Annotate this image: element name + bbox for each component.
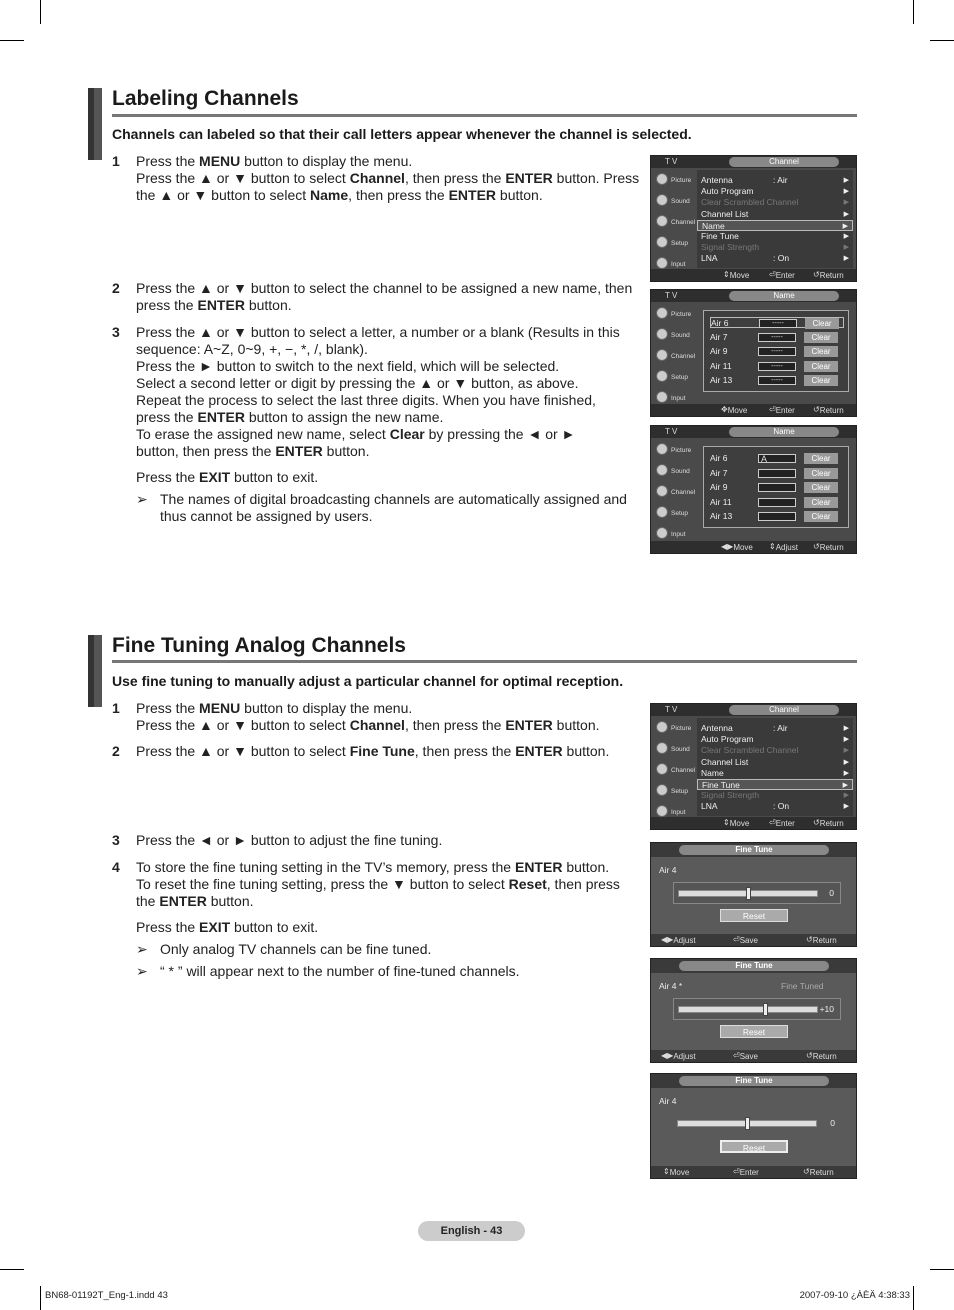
menu-row-lna: LNA : On ▶ (701, 253, 849, 264)
note: ➢ “ * ” will appear next to the number of fine-tuned channels. (136, 963, 520, 979)
osd-finetune-reset: Fine Tune Air 4 0 Reset ⇕ Move ⏎ Enter ↺ Return (650, 1073, 857, 1179)
setup-icon (656, 506, 668, 518)
move-hint: ⇕ Move (723, 270, 750, 280)
name-box: Air 6 ----- Clear Air 7 ----- Clear Air 9 ----- Clear Air 11 ----- Clear Air 13 ----- Clear (703, 310, 849, 392)
reset-button: Reset (720, 1025, 788, 1038)
input-icon (656, 805, 668, 817)
menu-row-signal-strength: Signal Strength ▶ (701, 242, 849, 253)
channel-icon (656, 349, 668, 361)
channel-icon (656, 763, 668, 775)
sound-icon (656, 194, 668, 206)
step-1: 1 Press the MENU button to display the menu. Press the ▲ or ▼ button to select Channel, then press the ENTER button. Press the ▲ or ▼ button to select Name, then press the ENTER button. (112, 153, 640, 203)
menu-row-antenna: Antenna : Air ▶ (701, 175, 849, 185)
osd-name-edit: T V Name Picture Sound Channel Setup Input Air 6 A Clear Air 7 Clear Air 9 Clear Air 11 Clear Air 13 Clear ◀▶ Move ⇕ Adjust ↺ Return (650, 425, 857, 554)
osd-channel-menu: T V Channel Picture Sound Channel Setup Input Antenna : Air ▶ Auto Program ▶ Clear Scrambled Channel ▶ Channel List ▶ Name ▶ Fine Tune ▶ Signal Strength ▶ LNA : On ▶ ⇕ Move ⏎ Enter ↺ Return (650, 155, 857, 282)
slider-knob (745, 1117, 750, 1130)
note: ➢ The names of digital broadcasting channels are automatically assigned and thus cannot be assigned by users. (136, 491, 627, 524)
section-title-finetune: Fine Tuning Analog Channels (112, 634, 406, 657)
footer-file: BN68-01192T_Eng-1.indd 43 (45, 1290, 168, 1301)
picture-icon (656, 173, 668, 185)
crop-mark (913, 0, 914, 24)
enter-hint: ⏎ Enter (769, 270, 795, 280)
section-rule (112, 114, 857, 117)
return-hint: ↺ Return (813, 542, 844, 552)
menu-row-clear-scrambled: Clear Scrambled Channel ▶ (701, 197, 849, 208)
step-1: 1 Press the MENU button to display the menu. Press the ▲ or ▼ button to select Channel, then press the ENTER button. (112, 700, 600, 733)
crop-mark (0, 40, 24, 41)
crop-mark (930, 40, 954, 41)
sound-icon (656, 328, 668, 340)
step-2: 2 Press the ▲ or ▼ button to select the channel to be assigned a new name, then press the ENTER button. (112, 280, 633, 313)
crop-mark (40, 0, 41, 24)
exit-instruction: Press the EXIT button to exit. (136, 919, 319, 935)
slider-knob (746, 887, 751, 900)
page-number: English - 43 (418, 1221, 525, 1241)
enter-hint: ⏎ Enter (769, 405, 795, 415)
picture-icon (656, 721, 668, 733)
input-icon (656, 527, 668, 539)
section-intro: Use fine tuning to manually adjust a particular channel for optimal reception. (112, 673, 624, 689)
menu-row-channel-list: Channel List ▶ (701, 208, 849, 219)
return-hint: ↺ Return (813, 270, 844, 280)
osd-name-list: T V Name Picture Sound Channel Setup Input Air 6 ----- Clear Air 7 ----- Clear Air 9 ----- Clear Air 11 ----- Clear Air 13 ----- Clear ✥ Move ⏎ Enter ↺ Return (650, 289, 857, 417)
osd-finetune-adjusted: Fine Tune Air 4 * Fine Tuned +10 Reset ◀▶ Adjust ⏎ Save ↺ Return (650, 958, 857, 1063)
section-bar (88, 635, 102, 707)
channel-icon (656, 215, 668, 227)
setup-icon (656, 236, 668, 248)
setup-icon (656, 370, 668, 382)
crop-mark (930, 1269, 954, 1270)
exit-instruction: Press the EXIT button to exit. (136, 469, 319, 485)
osd-finetune-default: Fine Tune Air 4 0 Reset ◀▶ Adjust ⏎ Save ↺ Return (650, 842, 857, 947)
reset-button: Reset (720, 1140, 788, 1153)
section-bar (88, 88, 102, 160)
crop-mark (913, 1286, 914, 1310)
section-rule (112, 660, 857, 663)
reset-button: Reset (720, 909, 788, 922)
channel-icon (656, 485, 668, 497)
move-hint: ✥ Move (721, 405, 748, 415)
move-hint: ◀▶ Move (721, 542, 753, 552)
crop-mark (40, 1286, 41, 1310)
step-3: 3 Press the ◄ or ► button to adjust the fine tuning. (112, 832, 443, 848)
sound-icon (656, 464, 668, 476)
step-4: 4 To store the fine tuning setting in the TV’s memory, press the ENTER button. To reset the fine tuning setting, press the ▼ button to select Reset, then press the ENTER button. (112, 859, 620, 909)
input-icon (656, 391, 668, 403)
name-edit-box: Air 6 A Clear Air 7 Clear Air 9 Clear Air 11 Clear Air 13 Clear (703, 446, 849, 528)
section-intro: Channels can labeled so that their call letters appear whenever the channel is selected. (112, 126, 692, 142)
crop-mark (0, 1269, 24, 1270)
input-icon (656, 257, 668, 269)
menu-row-fine-tune: Fine Tune ▶ (701, 230, 849, 241)
picture-icon (656, 443, 668, 455)
slider-knob (763, 1003, 768, 1016)
osd-channel-menu-finetune: T V Channel Picture Sound Channel Setup Input Antenna : Air ▶ Auto Program ▶ Clear Scrambled Channel ▶ Channel List ▶ Name ▶ Fine Tune ▶ Signal Strength ▶ LNA : On ▶ ⇕ Move ⏎ Enter ↺ Return (650, 703, 857, 830)
setup-icon (656, 784, 668, 796)
footer-date: 2007-09-10 ¿ÀÈÄ 4:38:33 (799, 1290, 910, 1301)
step-3: 3 Press the ▲ or ▼ button to select a letter, a number or a blank (Results in this sequence: A~Z, 0~9, +, −, *, /, blank). Press the ► button to switch to the next field, which will be selected. Select a second letter or digit by pressing the ▲ or ▼ button, as above. Repeat the process to select the last three digits. When you have finished, press the ENTER button to assign the new name. To erase the assigned new name, select Clear by pressing the ◄ or ► button, then press the ENTER button. (112, 324, 620, 459)
menu-row-name: Name ▶ (697, 220, 853, 231)
picture-icon (656, 307, 668, 319)
note: ➢ Only analog TV channels can be fine tuned. (136, 941, 432, 957)
return-hint: ↺ Return (813, 405, 844, 415)
step-2: 2 Press the ▲ or ▼ button to select Fine Tune, then press the ENTER button. (112, 743, 610, 759)
adjust-hint: ⇕ Adjust (769, 542, 798, 552)
sound-icon (656, 742, 668, 754)
section-title-labeling: Labeling Channels (112, 87, 299, 110)
menu-row-auto-program: Auto Program ▶ (701, 186, 849, 197)
